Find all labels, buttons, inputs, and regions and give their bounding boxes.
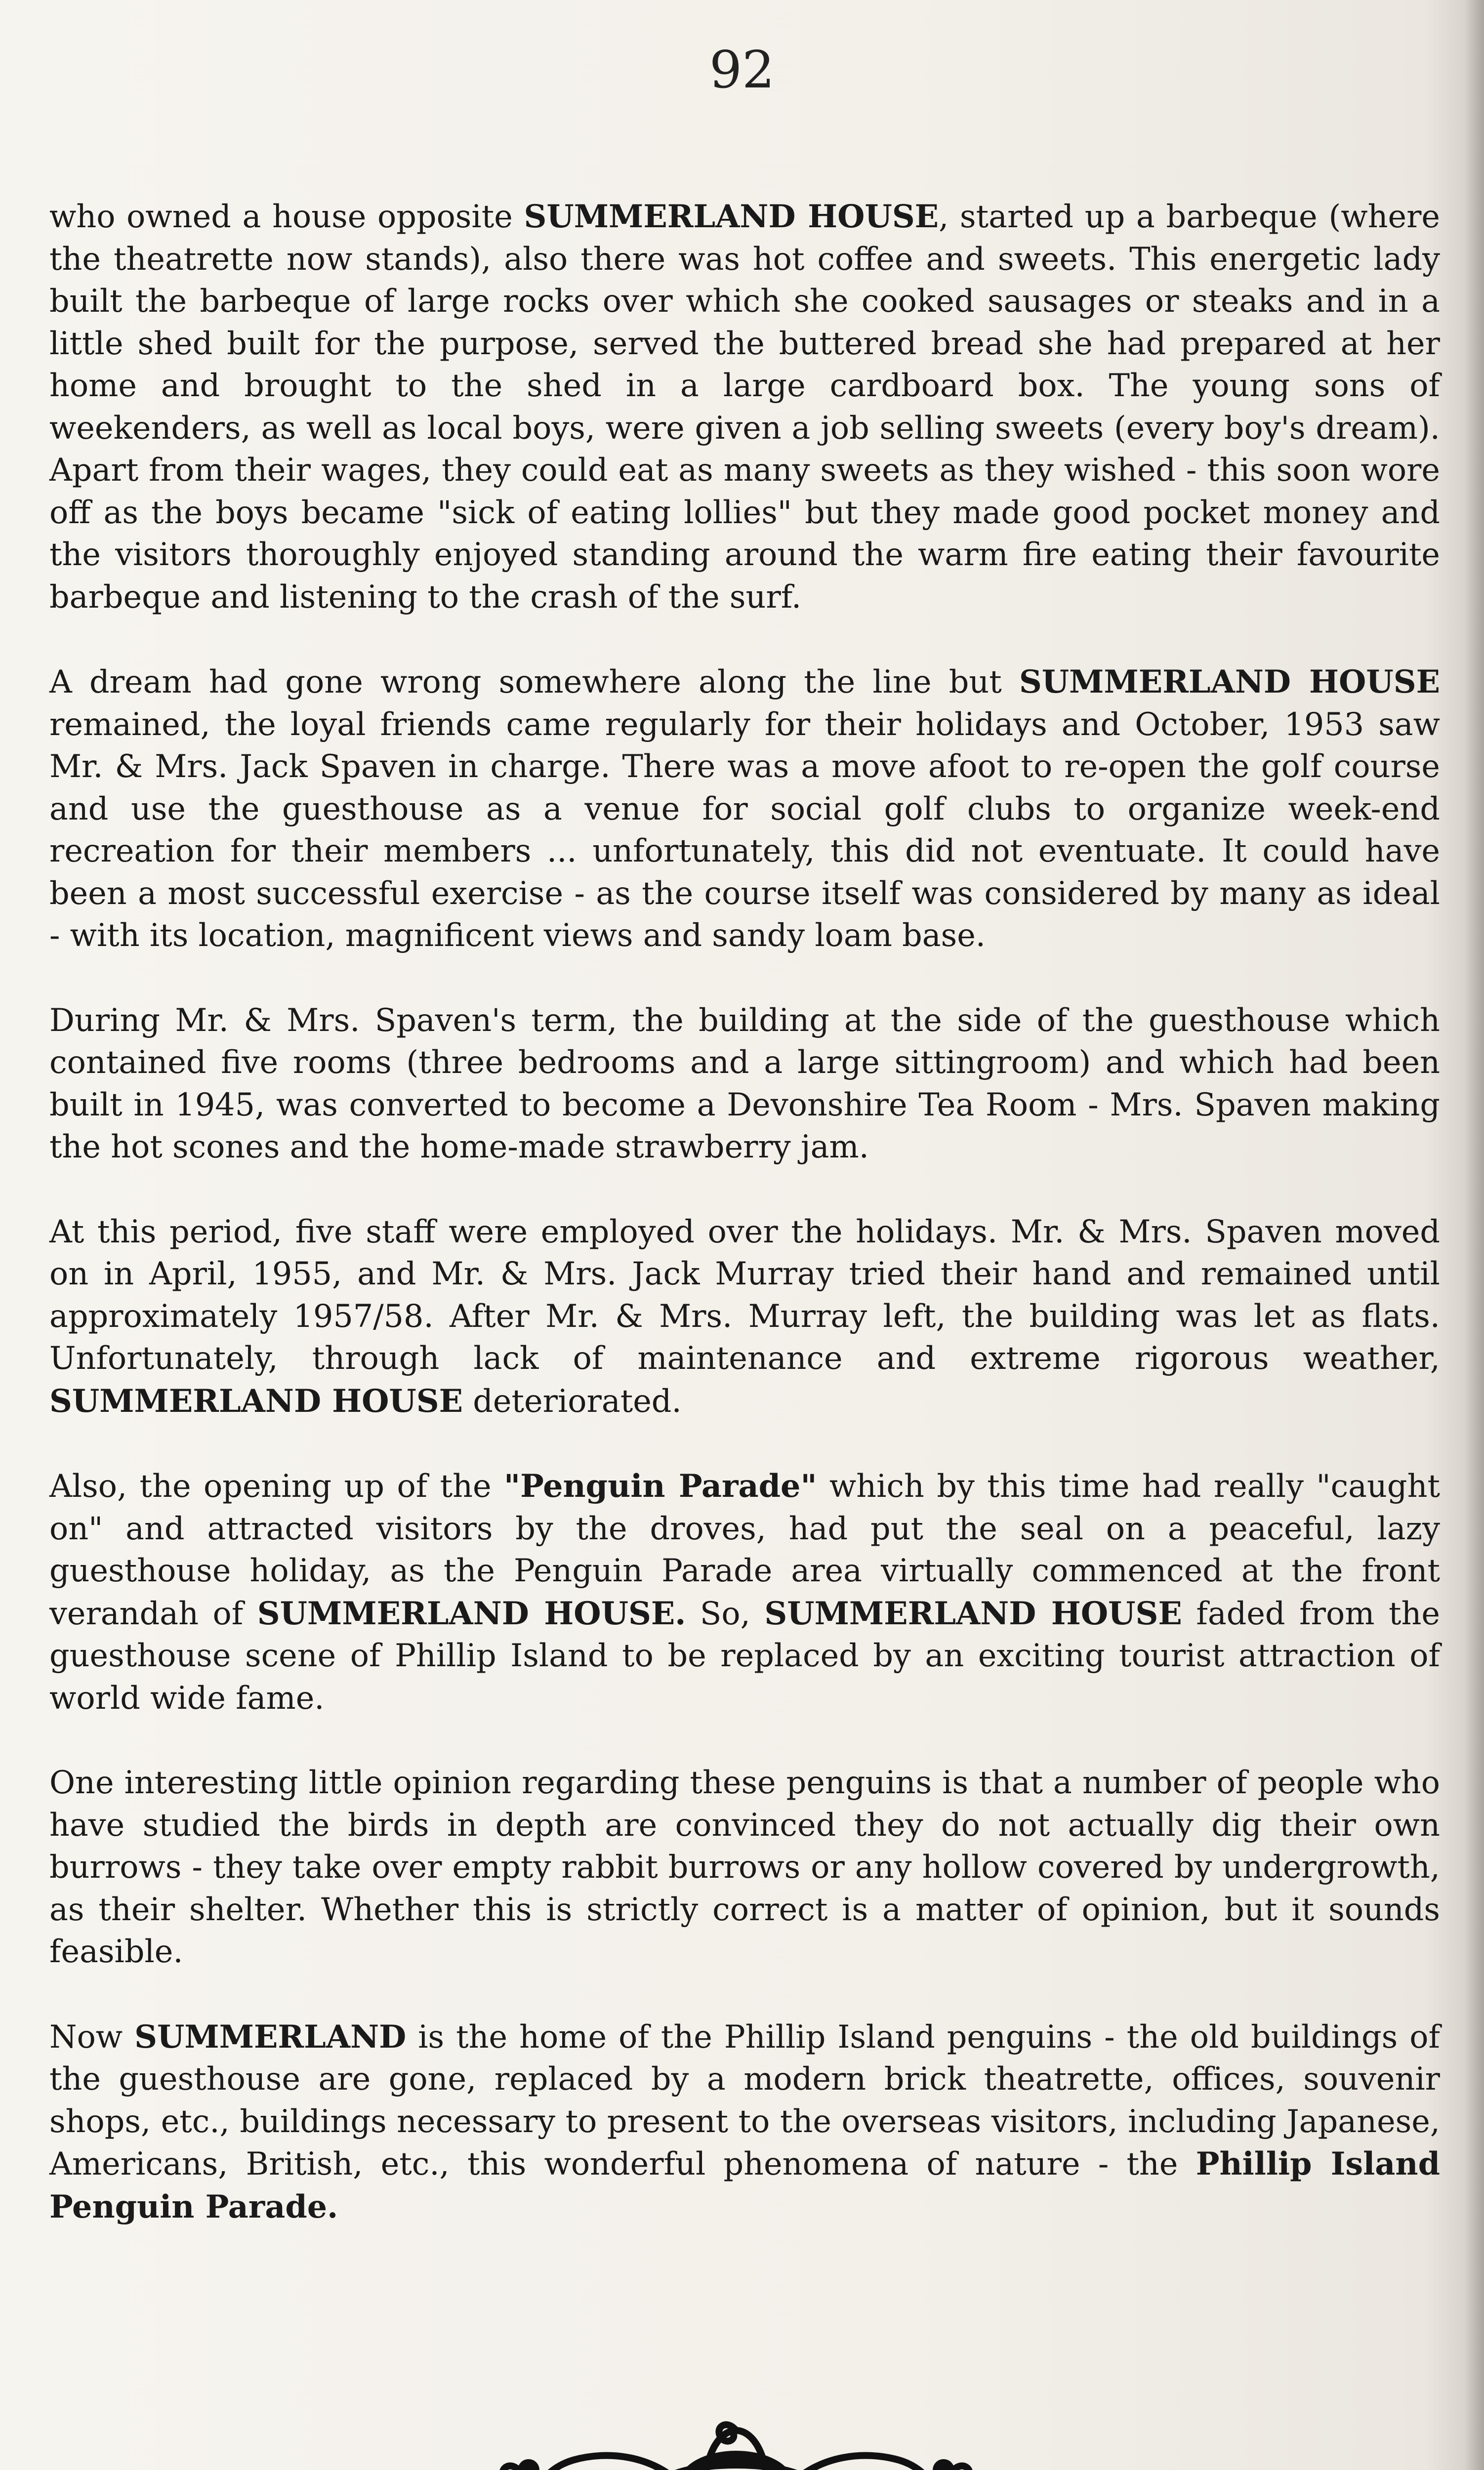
text-run: who owned a house opposite	[49, 198, 524, 235]
bold-text-run: "Penguin Parade"	[503, 1467, 817, 1504]
scroll-flourish-icon	[489, 2421, 983, 2470]
text-run: At this period, five staff were employed over the holidays. Mr. & Mrs. Spaven moved on in April, 1955, and Mr. & Mrs. Jack Murray tried their hand and remained until approximately 1957/58. After Mr. & Mrs. Murray left, the building was let as flats. Unfortunately, through lack of maintenance and extreme rigorous weather,	[49, 1213, 1440, 1376]
bold-text-run: SUMMERLAND HOUSE	[764, 1594, 1182, 1632]
bold-text-run: SUMMERLAND	[134, 2017, 407, 2055]
text-run: , started up a barbeque (where the theatrette now stands), also there was hot coffee and sweets. This energetic lady built the barbeque of large rocks over which she cooked sausages or steaks and in a little shed built for the purpose, served the buttered bread she had prepared at her home and brought to the shed in a large cardboard box. The young sons of weekenders, as well as local boys, were given a job selling sweets (every boy's dream). Apart from their wages, they could eat as many sweets as they wished - this soon wore off as the boys became "sick of eating lollies" but they made good pocket money and the visitors thoroughly enjoyed standing around the warm fire eating their favourite barbeque and listening to the crash of the surf.	[49, 198, 1440, 615]
text-run: Also, the opening up of the	[49, 1468, 504, 1504]
bold-text-run: SUMMERLAND HOUSE	[524, 198, 939, 235]
text-run: During Mr. & Mrs. Spaven's term, the building at the side of the guesthouse which contained five rooms (three bedrooms and a large sittingroom) and which had been built in 1945, was converted to become a Devonshire Tea Room - Mrs. Spaven making the hot scones and the home-made strawberry jam.	[49, 1001, 1440, 1165]
bold-text-run: SUMMERLAND HOUSE	[49, 1382, 463, 1419]
paragraph	[49, 2016, 1440, 2228]
bold-text-run: Phillip Island Penguin Parade.	[49, 2145, 1440, 2225]
bold-text-run: SUMMERLAND HOUSE.	[257, 1594, 686, 1632]
paragraph	[49, 195, 1440, 618]
bold-text-run: SUMMERLAND HOUSE	[1019, 663, 1440, 700]
text-run: Now	[49, 2018, 135, 2055]
text-run: One interesting little opinion regarding these penguins is that a number of people who have studied the birds in depth are convinced they do not actually dig their own burrows - they take over empty rabbit burrows or any hollow covered by undergrowth, as their shelter. Whether this is strictly correct is a matter of opinion, but it sounds feasible.	[49, 1764, 1440, 1970]
text-run: So,	[686, 1595, 765, 1632]
paragraph	[49, 1762, 1440, 1973]
page-number: 92	[709, 40, 775, 100]
text-run: is the home of the Phillip Island penguins - the old buildings of the guesthouse are gone, replaced by a modern brick theatrette, offices, souvenir shops, etc., buildings necessary to present to the overseas visitors, including Japanese, Americans, British, etc., this wonderful phenomena of nature - the	[49, 2018, 1440, 2182]
page-edge-shadow	[1464, 0, 1484, 2470]
text-run: deteriorated.	[463, 1382, 682, 1419]
text-run: faded from the guesthouse scene of Phillip Island to be replaced by an exciting tourist attraction of world wide fame.	[49, 1595, 1440, 1716]
paragraph	[49, 999, 1440, 1168]
paragraph	[49, 1465, 1440, 1719]
body-text	[49, 195, 1440, 2270]
text-run: which by this time had really "caught on" and attracted visitors by the droves, had put the seal on a peaceful, lazy guesthouse holiday, as the Penguin Parade area virtually commenced at the front verandah of	[49, 1468, 1440, 1632]
text-run: remained, the loyal friends came regularly for their holidays and October, 1953 saw Mr. & Mrs. Jack Spaven in charge. There was a move afoot to re-open the golf course and use the guesthouse as a venue for social golf clubs to organize week-end recreation for their members ... unfortunately, this did not eventuate. It could have been a most successful exercise - as the course itself was considered by many as ideal - with its location, magnificent views and sandy loam base.	[49, 705, 1440, 953]
paragraph	[49, 660, 1440, 957]
text-run: A dream had gone wrong somewhere along the line but	[49, 663, 1019, 700]
paragraph	[49, 1211, 1440, 1423]
